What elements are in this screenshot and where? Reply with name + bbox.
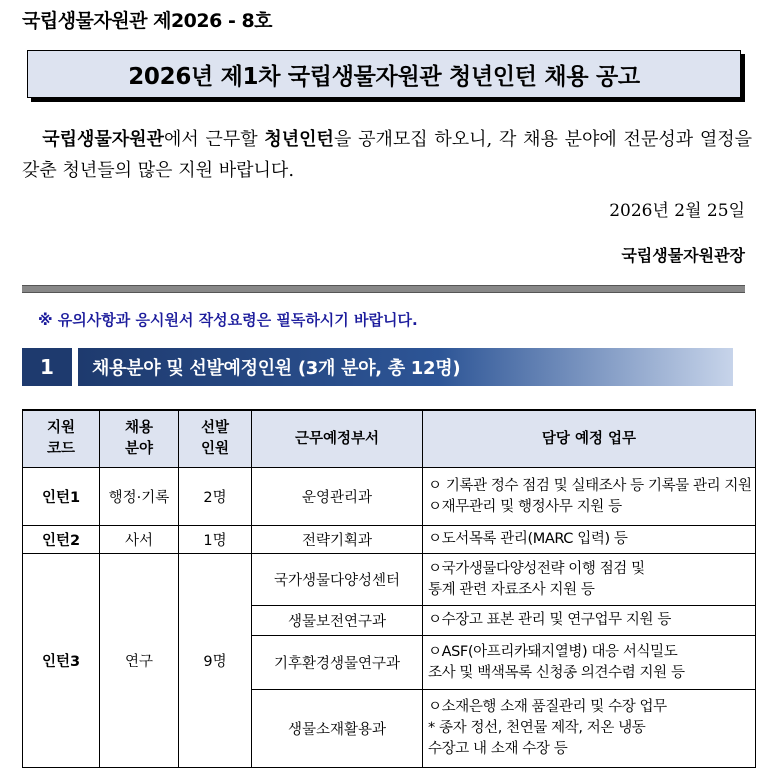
row-field: 연구 (100, 554, 179, 768)
intro-part1: 에서 근무할 (163, 129, 265, 150)
header-count: 선발 인원 (179, 410, 252, 468)
row-task: ㅇ도서목록 관리(MARC 입력) 등 (423, 526, 756, 554)
notice-date: 2026년 2월 25일 (609, 201, 745, 221)
header-code: 지원 코드 (23, 410, 100, 468)
row-field: 사서 (100, 526, 179, 554)
row-task: ㅇ소재은행 소재 품질관리 및 수장 업무 * 종자 정선, 천연물 제작, 저온 냉동 수장고 내 소재 수장 등 (423, 690, 756, 768)
intro-org: 국립생물자원관 (42, 129, 164, 150)
page-title-box (27, 50, 741, 98)
row-task: ㅇ 기록관 정수 점검 및 실태조사 등 기록물 관리 지원 ㅇ재무관리 및 행정사무 지원 등 (423, 468, 756, 526)
intro-paragraph (22, 124, 752, 186)
row-dept: 국가생물다양성센터 (252, 554, 423, 606)
row-task: ㅇASF(아프리카돼지열병) 대응 서식밀도 조사 및 백색목록 신청종 의견수렴 지원 등 (423, 636, 756, 690)
page-title: 2026년 제1차 국립생물자원관 청년인턴 채용 공고 (128, 63, 640, 90)
header-field: 채용 분야 (100, 410, 179, 468)
intro-part2: 을 공개모집 하오니, 각 채용 분야에 전문성과 열정을 갖춘 청년들의 많은 지원 바랍니다. (22, 129, 753, 181)
section-title: 채용분야 및 선발예정인원 (3개 분야, 총 12명) (78, 348, 733, 386)
header-task: 담당 예정 업무 (423, 410, 756, 468)
row-dept: 생물소재활용과 (252, 690, 423, 768)
row-dept: 운영관리과 (252, 468, 423, 526)
row-count: 9명 (179, 554, 252, 768)
section-number: 1 (22, 348, 72, 386)
row-code: 인턴2 (23, 526, 100, 554)
row-dept: 전략기획과 (252, 526, 423, 554)
caution-note: ※ 유의사항과 응시원서 작성요령은 필독하시기 바랍니다. (38, 311, 418, 329)
header-dept: 근무예정부서 (252, 410, 423, 468)
row-count: 1명 (179, 526, 252, 554)
row-task: ㅇ수장고 표본 관리 및 연구업무 지원 등 (423, 606, 756, 636)
signer: 국립생물자원관장 (621, 246, 745, 265)
notice-number: 국립생물자원관 제2026 - 8호 (22, 10, 273, 32)
table-row (23, 554, 756, 606)
intro-target: 청년인턴 (264, 129, 334, 150)
row-code: 인턴1 (23, 468, 100, 526)
recruitment-table (22, 409, 756, 768)
table-row (23, 526, 756, 554)
row-dept: 생물보전연구과 (252, 606, 423, 636)
row-count: 2명 (179, 468, 252, 526)
row-field: 행정·기록 (100, 468, 179, 526)
divider (22, 285, 745, 293)
table-row (23, 468, 756, 526)
row-task: ㅇ국가생물다양성전략 이행 점검 및 통계 관련 자료조사 지원 등 (423, 554, 756, 606)
table-header-row (23, 410, 756, 468)
row-dept: 기후환경생물연구과 (252, 636, 423, 690)
row-code: 인턴3 (23, 554, 100, 768)
